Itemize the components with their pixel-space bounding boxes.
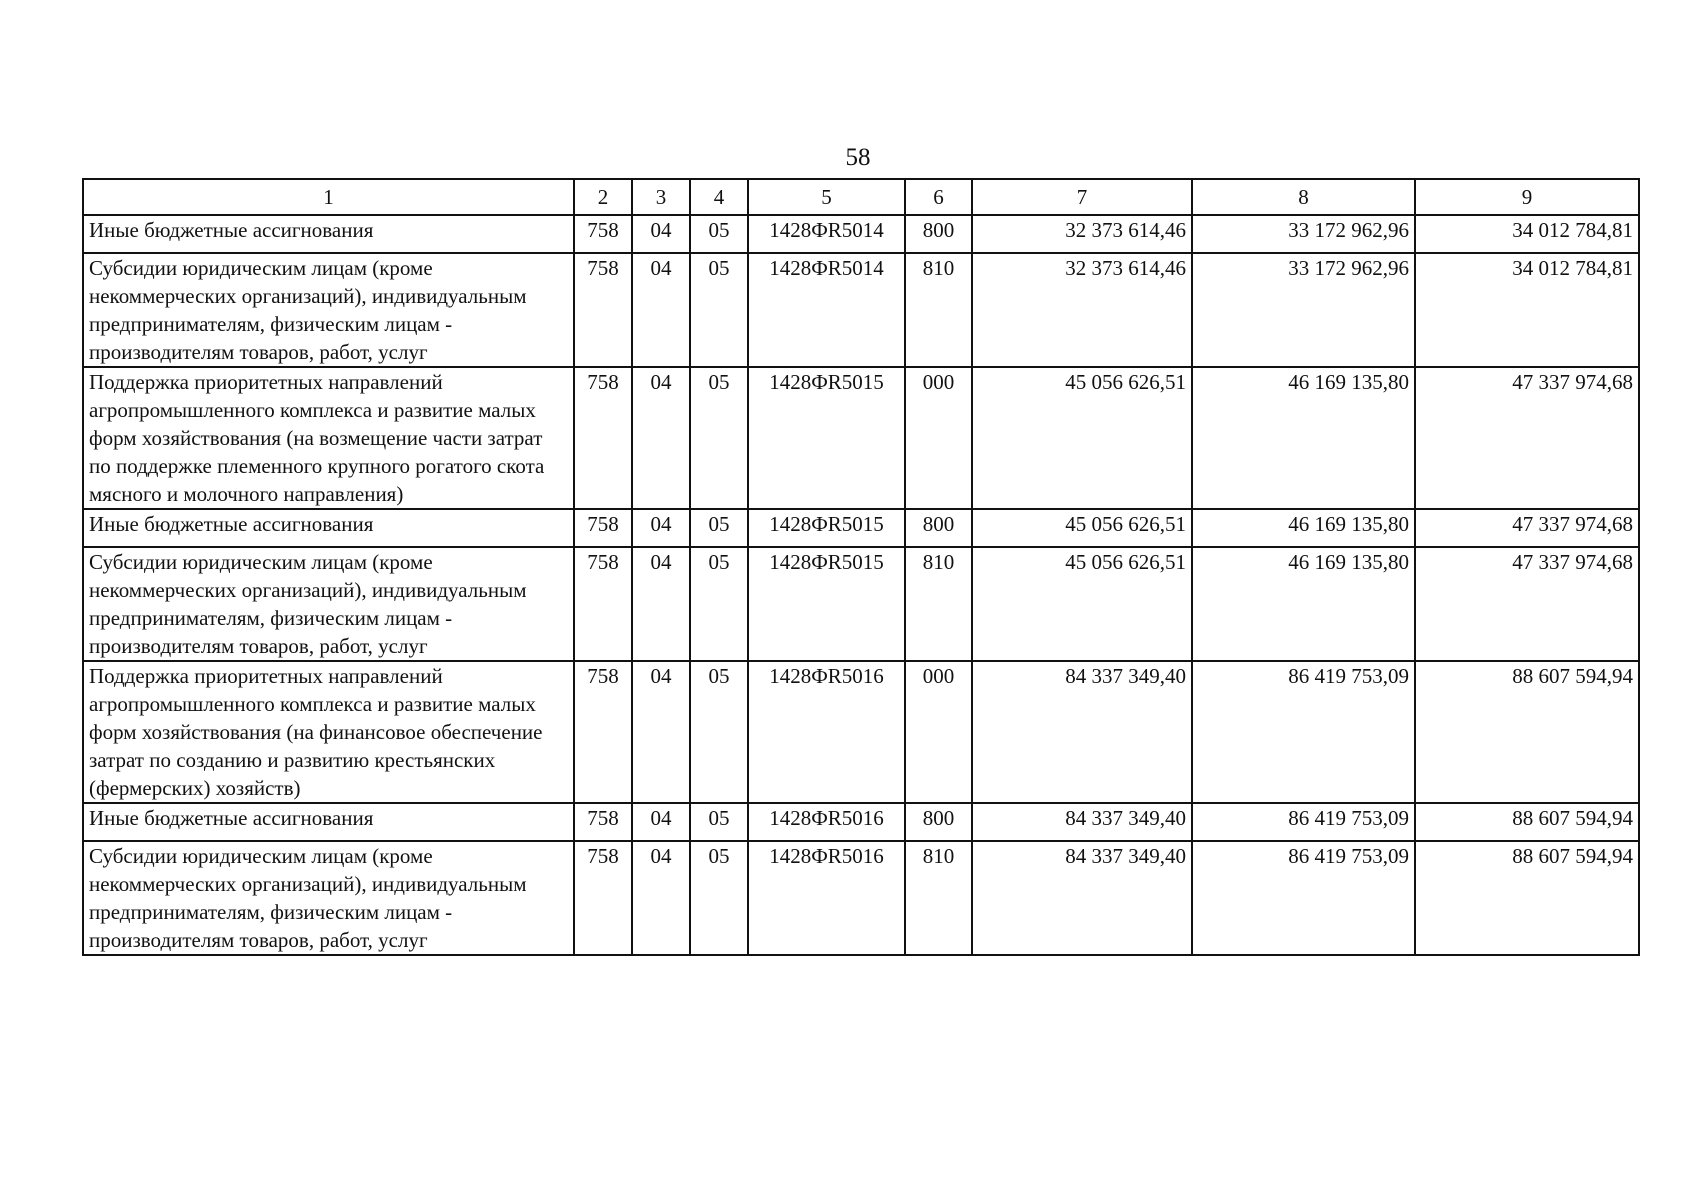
table-row: [83, 547, 1639, 661]
amount-col8: 86 419 753,09: [1192, 841, 1415, 955]
row-name: Иные бюджетные ассигнования: [83, 215, 574, 253]
column-header: 9: [1415, 179, 1639, 215]
column-header: 7: [972, 179, 1192, 215]
table-row: [83, 367, 1639, 509]
amount-col9: 47 337 974,68: [1415, 509, 1639, 547]
column-header: 5: [748, 179, 905, 215]
amount-col8: 46 169 135,80: [1192, 367, 1415, 509]
target-article-code: 1428ФR5015: [748, 509, 905, 547]
target-article-code: 1428ФR5016: [748, 661, 905, 803]
section-code: 04: [632, 509, 690, 547]
amount-col8: 86 419 753,09: [1192, 661, 1415, 803]
row-name: Субсидии юридическим лицам (кроме некоммерческих организаций), индивидуальным предпринимателям, физическим лицам - производителям товаров, работ, услуг: [83, 253, 574, 367]
amount-col7: 45 056 626,51: [972, 547, 1192, 661]
subsection-code: 05: [690, 509, 748, 547]
page-number: 58: [845, 144, 871, 171]
amount-col9: 88 607 594,94: [1415, 661, 1639, 803]
amount-col8: 33 172 962,96: [1192, 215, 1415, 253]
header-row: [83, 179, 1639, 215]
amount-col9: 47 337 974,68: [1415, 367, 1639, 509]
column-header: 2: [574, 179, 632, 215]
table-row: [83, 803, 1639, 841]
column-header: 4: [690, 179, 748, 215]
amount-col9: 34 012 784,81: [1415, 253, 1639, 367]
section-code: 04: [632, 547, 690, 661]
row-name: Поддержка приоритетных направлений агропромышленного комплекса и развитие малых форм хозяйствования (на возмещение части затрат по поддержке племенного крупного рогатого скота мясного и молочного направления): [83, 367, 574, 509]
row-name: Иные бюджетные ассигнования: [83, 509, 574, 547]
amount-col9: 88 607 594,94: [1415, 803, 1639, 841]
row-name: Иные бюджетные ассигнования: [83, 803, 574, 841]
amount-col9: 34 012 784,81: [1415, 215, 1639, 253]
table-row: [83, 509, 1639, 547]
column-header: 6: [905, 179, 972, 215]
section-code: 04: [632, 215, 690, 253]
table-row: [83, 841, 1639, 955]
target-article-code: 1428ФR5015: [748, 367, 905, 509]
amount-col7: 84 337 349,40: [972, 661, 1192, 803]
table-row: [83, 661, 1639, 803]
subsection-code: 05: [690, 367, 748, 509]
column-header: 1: [83, 179, 574, 215]
row-name: Субсидии юридическим лицам (кроме некоммерческих организаций), индивидуальным предпринимателям, физическим лицам - производителям товаров, работ, услуг: [83, 841, 574, 955]
target-article-code: 1428ФR5014: [748, 253, 905, 367]
subsection-code: 05: [690, 661, 748, 803]
subsection-code: 05: [690, 547, 748, 661]
row-name: Субсидии юридическим лицам (кроме некоммерческих организаций), индивидуальным предпринимателям, физическим лицам - производителям товаров, работ, услуг: [83, 547, 574, 661]
expense-type-code: 810: [905, 253, 972, 367]
ministry-code: 758: [574, 253, 632, 367]
ministry-code: 758: [574, 509, 632, 547]
section-code: 04: [632, 253, 690, 367]
ministry-code: 758: [574, 367, 632, 509]
budget-table: [82, 178, 1640, 956]
column-header: 8: [1192, 179, 1415, 215]
amount-col7: 32 373 614,46: [972, 253, 1192, 367]
expense-type-code: 810: [905, 841, 972, 955]
amount-col7: 84 337 349,40: [972, 803, 1192, 841]
subsection-code: 05: [690, 841, 748, 955]
subsection-code: 05: [690, 803, 748, 841]
amount-col7: 32 373 614,46: [972, 215, 1192, 253]
expense-type-code: 000: [905, 367, 972, 509]
amount-col8: 33 172 962,96: [1192, 253, 1415, 367]
ministry-code: 758: [574, 803, 632, 841]
ministry-code: 758: [574, 841, 632, 955]
ministry-code: 758: [574, 547, 632, 661]
expense-type-code: 810: [905, 547, 972, 661]
amount-col8: 46 169 135,80: [1192, 509, 1415, 547]
subsection-code: 05: [690, 215, 748, 253]
amount-col8: 86 419 753,09: [1192, 803, 1415, 841]
expense-type-code: 800: [905, 803, 972, 841]
ministry-code: 758: [574, 661, 632, 803]
target-article-code: 1428ФR5015: [748, 547, 905, 661]
row-name: Поддержка приоритетных направлений агропромышленного комплекса и развитие малых форм хозяйствования (на финансовое обеспечение затрат по созданию и развитию крестьянских (фермерских) хозяйств): [83, 661, 574, 803]
expense-type-code: 000: [905, 661, 972, 803]
expense-type-code: 800: [905, 215, 972, 253]
subsection-code: 05: [690, 253, 748, 367]
table-row: [83, 253, 1639, 367]
amount-col9: 47 337 974,68: [1415, 547, 1639, 661]
amount-col7: 45 056 626,51: [972, 509, 1192, 547]
target-article-code: 1428ФR5014: [748, 215, 905, 253]
amount-col7: 45 056 626,51: [972, 367, 1192, 509]
amount-col8: 46 169 135,80: [1192, 547, 1415, 661]
target-article-code: 1428ФR5016: [748, 803, 905, 841]
column-header: 3: [632, 179, 690, 215]
section-code: 04: [632, 841, 690, 955]
ministry-code: 758: [574, 215, 632, 253]
section-code: 04: [632, 367, 690, 509]
amount-col7: 84 337 349,40: [972, 841, 1192, 955]
section-code: 04: [632, 803, 690, 841]
target-article-code: 1428ФR5016: [748, 841, 905, 955]
amount-col9: 88 607 594,94: [1415, 841, 1639, 955]
table-row: [83, 215, 1639, 253]
expense-type-code: 800: [905, 509, 972, 547]
section-code: 04: [632, 661, 690, 803]
